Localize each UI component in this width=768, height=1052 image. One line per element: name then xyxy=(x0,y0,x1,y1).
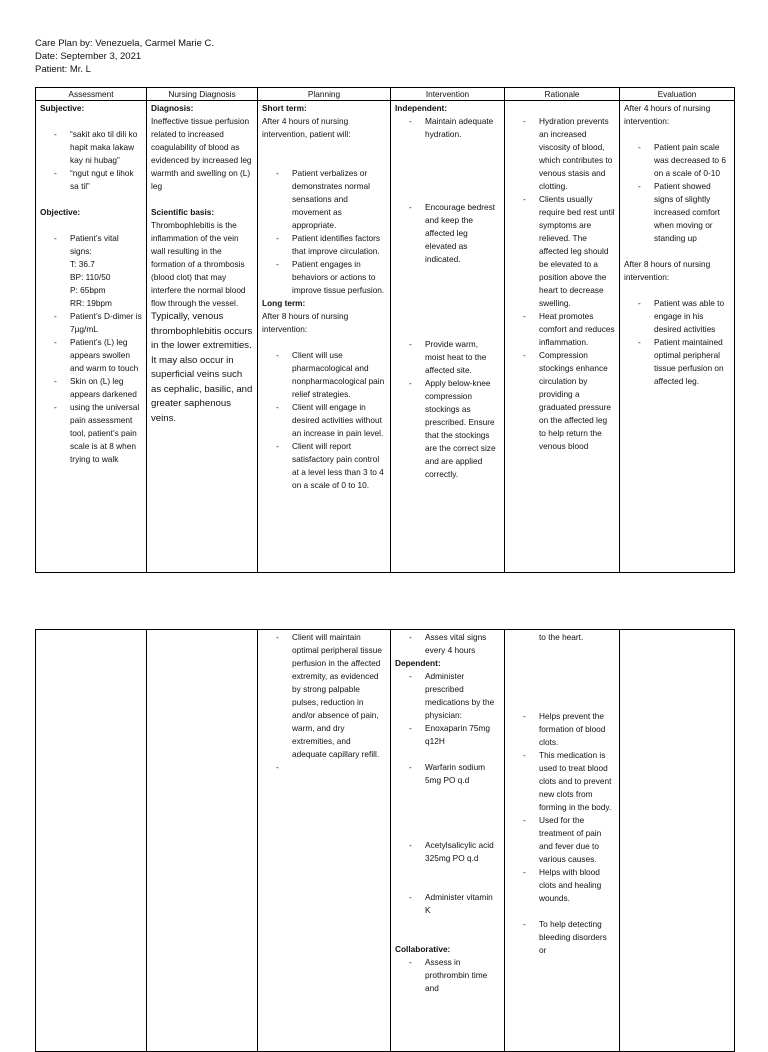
intervention-cell-cont xyxy=(391,630,505,1052)
col-header-rationale: Rationale xyxy=(505,88,620,101)
care-plan-patient: Patient: Mr. L xyxy=(35,64,91,75)
assessment-cell xyxy=(36,101,147,573)
dependent-intervention: - Acetylsalicylic acid 325mg PO q.d xyxy=(395,839,500,865)
intervention-cell xyxy=(391,101,505,573)
diagnosis-cell xyxy=(147,101,258,573)
independent-intervention: - Maintain adequate hydration. xyxy=(395,115,500,141)
vital-value: RR: 19bpm xyxy=(70,298,112,308)
rationale-item: - Heat promotes comfort and reduces inflammation. xyxy=(509,310,615,349)
planning-cell xyxy=(258,101,391,573)
objective-item: - using the universal pain assessment tool, patient’s pain scale is at 8 when trying to walk xyxy=(40,401,142,466)
table-row xyxy=(36,101,735,573)
rationale-item: - Clients usually require bed rest until symptoms are relieved. The affected leg should be elevated to a position above the heart to decrease swelling. xyxy=(509,193,615,310)
evaluation-cell xyxy=(620,101,735,573)
vitals-intro: Patient’s vital signs: xyxy=(70,233,119,256)
subjective-label: Subjective: xyxy=(40,103,85,113)
care-plan-table-page1 xyxy=(35,87,735,573)
short-term-intro: After 4 hours of nursing intervention, patient will: xyxy=(262,116,351,139)
collaborative-intervention: - Assess in prothrombin time and xyxy=(395,956,500,995)
col-header-assessment: Assessment xyxy=(36,88,147,101)
evaluation-item: - Patient was able to engage in his desired activities xyxy=(624,297,730,336)
independent-intervention: - Encourage bedrest and keep the affected leg elevated as indicated. xyxy=(395,201,500,266)
table-row xyxy=(36,630,735,1052)
evaluation-item: - Patient showed signs of slightly increased comfort when moving or standing up xyxy=(624,180,730,245)
col-header-evaluation: Evaluation xyxy=(620,88,735,101)
long-term-intro: After 8 hours of nursing intervention: xyxy=(262,311,349,334)
independent-intervention: - Asses vital signs every 4 hours xyxy=(395,631,500,657)
rationale-cell xyxy=(505,101,620,573)
rationale-continuation: to the heart. xyxy=(539,632,584,642)
rationale-item: - This medication is used to treat blood clots and to prevent new clots from forming in the body. xyxy=(509,749,615,814)
dependent-intervention: - Warfarin sodium 5mg PO q.d xyxy=(395,761,500,787)
dependent-intervention: - Enoxaparin 75mg q12H xyxy=(395,722,500,748)
rationale-item: - Hydration prevents an increased viscosity of blood, which contributes to venous stasis and clotting. xyxy=(509,115,615,193)
diagnosis-label: Diagnosis: xyxy=(151,103,194,113)
independent-intervention: - Provide warm, moist heat to the affected site. xyxy=(395,338,500,377)
scientific-basis-text-extra: Typically, venous thrombophlebitis occurs in the lower extremities. It may also occur in superficial veins such as cephalic, basilic, and greater saphenous veins. xyxy=(151,311,253,424)
rationale-item: - Helps prevent the formation of blood clots. xyxy=(509,710,615,749)
vital-value: BP: 110/50 xyxy=(70,272,111,282)
objective-item: - Patient’s D-dimer is 7µg/mL xyxy=(40,310,142,336)
short-term-goal: - Patient verbalizes or demonstrates normal sensations and movement as appropriate. xyxy=(262,167,386,232)
rationale-cell-cont xyxy=(505,630,620,1052)
evaluation-item: - Patient pain scale was decreased to 6 on a scale of 0-10 xyxy=(624,141,730,180)
scientific-basis-text: Thrombophlebitis is the inflammation of the vein wall resulting in the formation of a thrombosis (blood clot) that may interfere the normal blood flow through the vessel. xyxy=(151,220,246,308)
evaluation-cell-cont xyxy=(620,630,735,1052)
short-term-goal: - Patient identifies factors that improve circulation. xyxy=(262,232,386,258)
care-plan-table-page2 xyxy=(35,629,735,1052)
dependent-intervention: - Administer vitamin K xyxy=(395,891,500,917)
subjective-item: - “ngut ngut e lihok sa til” xyxy=(40,167,142,193)
diagnosis-text: Ineffective tissue perfusion related to increased coagulability of blood as evidenced by increased leg warmth and swelling on (L) leg xyxy=(151,116,252,191)
long-term-goal: - Client will report satisfactory pain control at a level less than 3 to 4 on a scale of 0 to 10. xyxy=(262,440,386,492)
objective-item: - Skin on (L) leg appears darkened xyxy=(40,375,142,401)
col-header-intervention: Intervention xyxy=(391,88,505,101)
objective-item: - Patient’s (L) leg appears swollen and warm to touch xyxy=(40,336,142,375)
col-header-planning: Planning xyxy=(258,88,391,101)
short-term-goal: - Patient engages in behaviors or actions to improve tissue perfusion. xyxy=(262,258,386,297)
long-term-goal: - Client will engage in desired activities without an increase in pain level. xyxy=(262,401,386,440)
rationale-item: - Compression stockings enhance circulation by providing a graduated pressure on the affected leg to help return the venous blood xyxy=(509,349,615,453)
planning-cell-cont xyxy=(258,630,391,1052)
independent-intervention: - Apply below-knee compression stockings as prescribed. Ensure that the stockings are the correct size and are applied correctly. xyxy=(395,377,500,481)
care-plan-header xyxy=(35,37,214,76)
long-term-goal: - Client will maintain optimal peripheral tissue perfusion in the affected extremity, as evidenced by strong palpable pulses, reduction in and/or absence of pain, warm, and dry extremities, and adequate capillary refill. xyxy=(262,631,386,761)
table-header-row xyxy=(36,88,735,101)
collaborative-label: Collaborative: xyxy=(395,944,451,954)
diagnosis-cell-cont xyxy=(147,630,258,1052)
rationale-item: - Used for the treatment of pain and fever due to various causes. xyxy=(509,814,615,866)
evaluation-intro-8h: After 8 hours of nursing intervention: xyxy=(624,259,711,282)
rationale-item: - Helps with blood clots and healing wounds. xyxy=(509,866,615,905)
evaluation-intro-4h: After 4 hours of nursing intervention: xyxy=(624,103,711,126)
vital-value: T: 36.7 xyxy=(70,259,95,269)
evaluation-item: - Patient maintained optimal peripheral tissue perfusion on affected leg. xyxy=(624,336,730,388)
assessment-cell-cont xyxy=(36,630,147,1052)
long-term-label: Long term: xyxy=(262,298,306,308)
dependent-intervention: - Administer prescribed medications by the physician: xyxy=(395,670,500,722)
col-header-nursing-diagnosis: Nursing Diagnosis xyxy=(147,88,258,101)
objective-label: Objective: xyxy=(40,207,81,217)
long-term-goal: - Client will use pharmacological and nonpharmacological pain relief strategies. xyxy=(262,349,386,401)
care-plan-date: Date: September 3, 2021 xyxy=(35,51,142,62)
scientific-basis-label: Scientific basis: xyxy=(151,207,215,217)
dependent-label: Dependent: xyxy=(395,658,441,668)
short-term-label: Short term: xyxy=(262,103,307,113)
care-plan-author: Care Plan by: Venezuela, Carmel Marie C. xyxy=(35,38,214,49)
objective-item xyxy=(40,232,142,310)
independent-label: Independent: xyxy=(395,103,448,113)
subjective-item: - “sakit ako til dili ko hapit maka lakaw kay ni hubag” xyxy=(40,128,142,167)
rationale-item: - To help detecting bleeding disorders or xyxy=(509,918,615,957)
vital-value: P: 65bpm xyxy=(70,285,106,295)
